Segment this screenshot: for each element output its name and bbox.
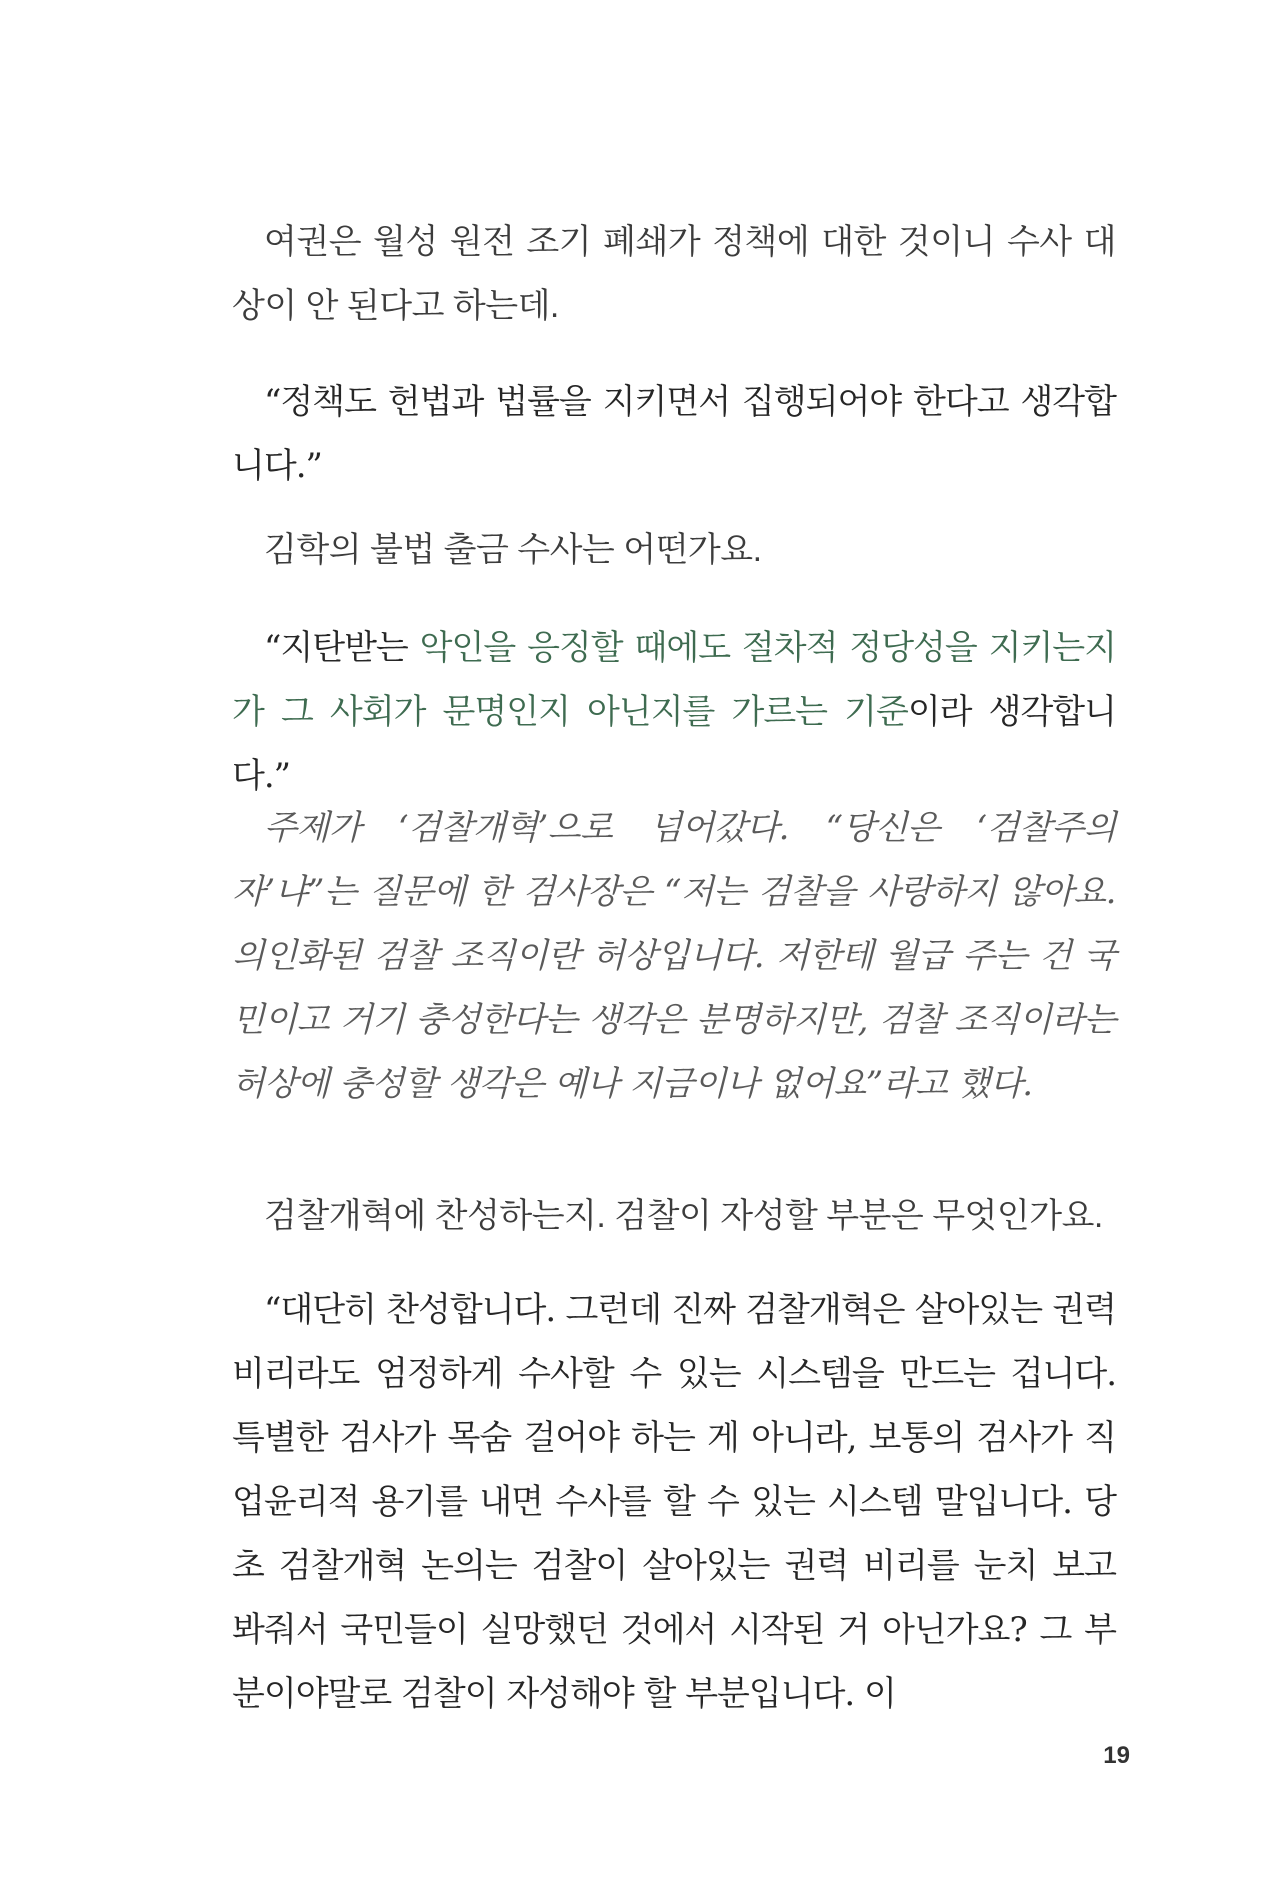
answer-paragraph-reform: “대단히 찬성합니다. 그런데 진짜 검찰개혁은 살아있는 권력 비리라도 엄정하게 수사할 수 있는 시스템을 만드는 겁니다. 특별한 검사가 목숨 걸어야 하는 게 아니라, 보통의 검사가 직업윤리적 용기를 내면 수사를 할 수 있는 시스템 말입니다. 당초 검찰개혁 논의는 검찰이 살아있는 권력 비리를 눈치 보고 봐줘서 국민들이 실망했던 것에서 시작된 거 아닌가요? 그 부분이야말로 검찰이 자성해야 할 부분입니다. 이: [232, 1290, 1116, 1714]
answer-quote-end: 이라 생각합니다.”: [232, 692, 1116, 796]
highlighted-phrase: 악인을 응징할 때에도 절차적 정당성을 지키는지가 그 사회가 문명인지 아닌지를 가르는 기준: [232, 628, 1116, 732]
question-paragraph-kim-hak-eui: 김학의 불법 출금 수사는 어떤가요.: [264, 531, 762, 569]
question-paragraph-wolsong: 여권은 월성 원전 조기 폐쇄가 정책에 대한 것이니 수사 대상이 안 된다고 하는데.: [232, 223, 1116, 325]
answer-quote-start: “지탄받는: [264, 628, 420, 668]
question-paragraph-reform-support: 검찰개혁에 찬성하는지. 검찰이 자성할 부분은 무엇인가요.: [264, 1197, 1103, 1235]
narration-paragraph-prosecution-reform: 주제가 ‘검찰개혁’으로 넘어갔다. “당신은 ‘검찰주의자’냐”는 질문에 한 검사장은 “저는 검찰을 사랑하지 않아요. 의인화된 검찰 조직이란 허상입니다. 저한테 월급 주는 건 국민이고 거기 충성한다는 생각은 분명하지만, 검찰 조직이라는 허상에 충성할 생각은 예나 지금이나 없어요”라고 했다.: [232, 808, 1116, 1104]
answer-paragraph-policy: “정책도 헌법과 법률을 지키면서 집행되어야 한다고 생각합니다.”: [232, 382, 1116, 486]
answer-paragraph-procedural-justice: [232, 616, 1116, 808]
page-number: 19: [1103, 1742, 1130, 1769]
